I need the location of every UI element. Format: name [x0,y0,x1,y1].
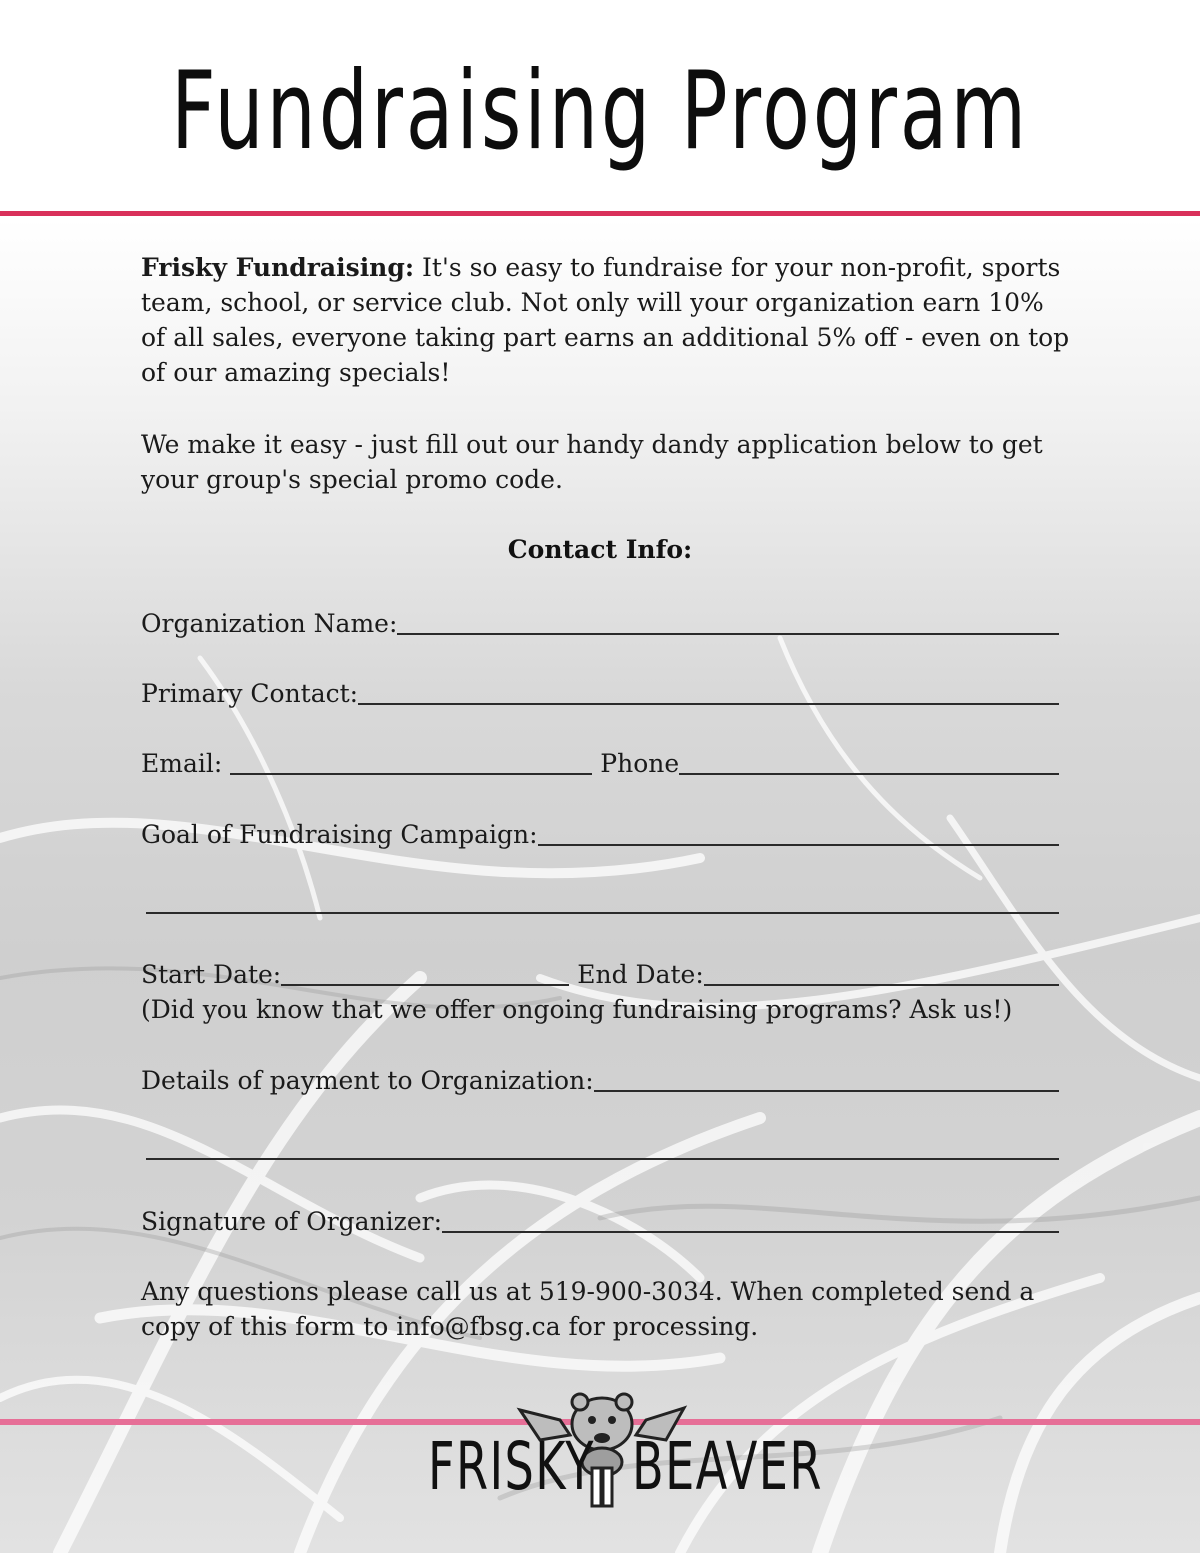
payment-details-row [141,1060,1059,1096]
goal-row [141,814,1059,850]
contact-heading: Contact Info: [507,535,693,564]
signature-row [141,1201,1059,1237]
payment-details-label: Details of payment to Organization: [141,1066,594,1095]
organization-name-label: Organization Name: [141,609,398,638]
phone-field[interactable] [679,751,1059,775]
organization-name-row [141,603,1059,639]
signature-field[interactable] [442,1209,1059,1233]
primary-contact-row [141,673,1059,709]
email-phone-row [141,743,1059,779]
signature-label: Signature of Organizer: [141,1207,443,1236]
phone-label: Phone [600,749,680,778]
email-field[interactable] [230,751,592,775]
email-label: Email: [141,749,223,778]
top-divider [0,211,1200,216]
goal-field-continued[interactable] [146,912,1059,914]
dates-row [141,954,1059,990]
goal-field[interactable] [538,822,1059,846]
background-photo [0,218,1200,1553]
promo-paragraph: We make it easy - just fill out our handy dandy application below to get your group's special promo code. [141,430,1043,494]
closing-paragraph: Any questions please call us at 519-900-3034. When completed send a copy of this form to info@fbsg.ca for processing. [141,1277,1035,1341]
payment-details-field-continued[interactable] [146,1158,1059,1160]
page-title: Fundraising Program [171,49,1029,174]
end-date-field[interactable] [704,962,1059,986]
ongoing-note: (Did you know that we offer ongoing fundraising programs? Ask us!) [141,995,1013,1024]
payment-details-field[interactable] [594,1068,1059,1092]
primary-contact-field[interactable] [358,681,1059,705]
intro-body: It's so easy to fundraise for your non-profit, sports team, school, or service club. Not only will your organization earn 10% of all sales, everyone taking part earns an additional 5% off - even on top of our amazing specials! [141,253,1070,387]
primary-contact-label: Primary Contact: [141,679,359,708]
logo-word-beaver: BEAVER [632,1428,823,1505]
end-date-label: End Date: [577,960,704,989]
organization-name-field[interactable] [397,611,1059,635]
start-date-field[interactable] [281,962,569,986]
goal-label: Goal of Fundraising Campaign: [141,820,538,849]
logo-word-frisky: FRISKY [428,1428,595,1505]
intro-lead: Frisky Fundraising: [141,253,415,282]
intro-paragraph [141,250,1071,390]
start-date-label: Start Date: [141,960,282,989]
